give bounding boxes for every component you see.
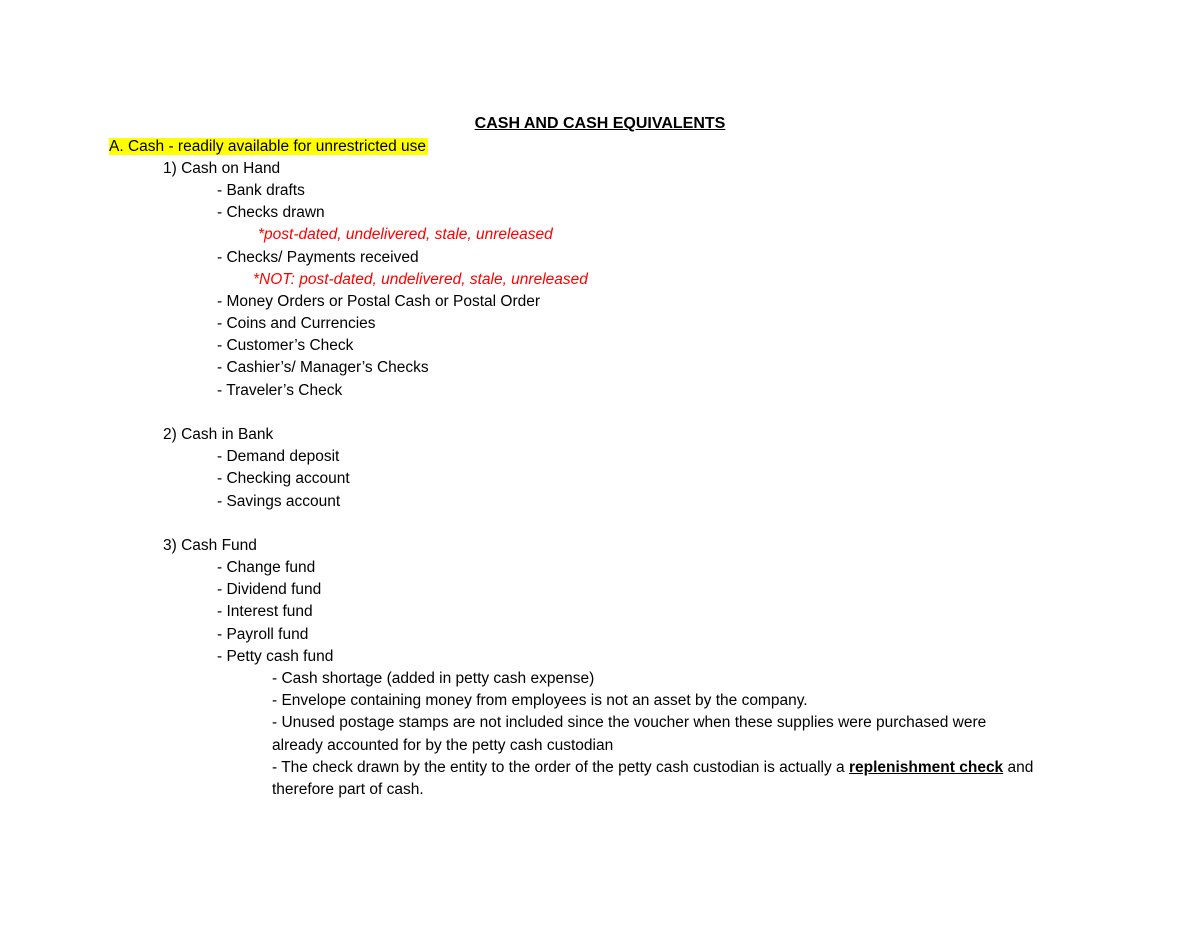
cash-on-hand-heading: 1) Cash on Hand: [163, 160, 281, 177]
list-item: - Savings account: [217, 493, 341, 510]
petty-cash-note-replenishment: [272, 758, 1033, 778]
list-item: - Change fund: [217, 559, 316, 576]
list-item: - Payroll fund: [217, 626, 309, 643]
cash-in-bank-heading: 2) Cash in Bank: [163, 426, 274, 443]
list-item: - Traveler’s Check: [217, 382, 343, 399]
list-item: - Checks drawn: [217, 204, 325, 221]
replenishment-check-term: replenishment check: [848, 759, 1004, 776]
petty-cash-note: already accounted for by the petty cash custodian: [272, 737, 614, 754]
list-item: - Petty cash fund: [217, 648, 334, 665]
section-a-heading: [109, 137, 428, 157]
section-a-highlight: A. Cash - readily available for unrestricted use: [109, 138, 427, 155]
petty-cash-note-text: - The check drawn by the entity to the order of the petty cash custodian is actually a: [272, 759, 845, 776]
list-item: - Customer’s Check: [217, 337, 354, 354]
list-item: - Coins and Currencies: [217, 315, 376, 332]
petty-cash-note: therefore part of cash.: [272, 781, 424, 798]
list-item: - Cashier’s/ Manager’s Checks: [217, 359, 429, 376]
petty-cash-note: - Envelope containing money from employees is not an asset by the company.: [272, 692, 808, 709]
list-item: - Interest fund: [217, 603, 313, 620]
petty-cash-note: - Cash shortage (added in petty cash expense): [272, 670, 595, 687]
petty-cash-note-text: and: [1007, 759, 1034, 776]
list-item: - Checks/ Payments received: [217, 249, 419, 266]
red-note: *post-dated, undelivered, stale, unreleased: [258, 226, 553, 243]
page-title: CASH AND CASH EQUIVALENTS: [474, 115, 726, 132]
list-item: - Money Orders or Postal Cash or Postal Order: [217, 293, 541, 310]
cash-fund-heading: 3) Cash Fund: [163, 537, 257, 554]
petty-cash-note: - Unused postage stamps are not included since the voucher when these supplies were purchased were: [272, 714, 987, 731]
list-item: - Dividend fund: [217, 581, 322, 598]
list-item: - Checking account: [217, 470, 350, 487]
list-item: - Bank drafts: [217, 182, 305, 199]
red-note: *NOT: post-dated, undelivered, stale, unreleased: [253, 271, 588, 288]
list-item: - Demand deposit: [217, 448, 340, 465]
